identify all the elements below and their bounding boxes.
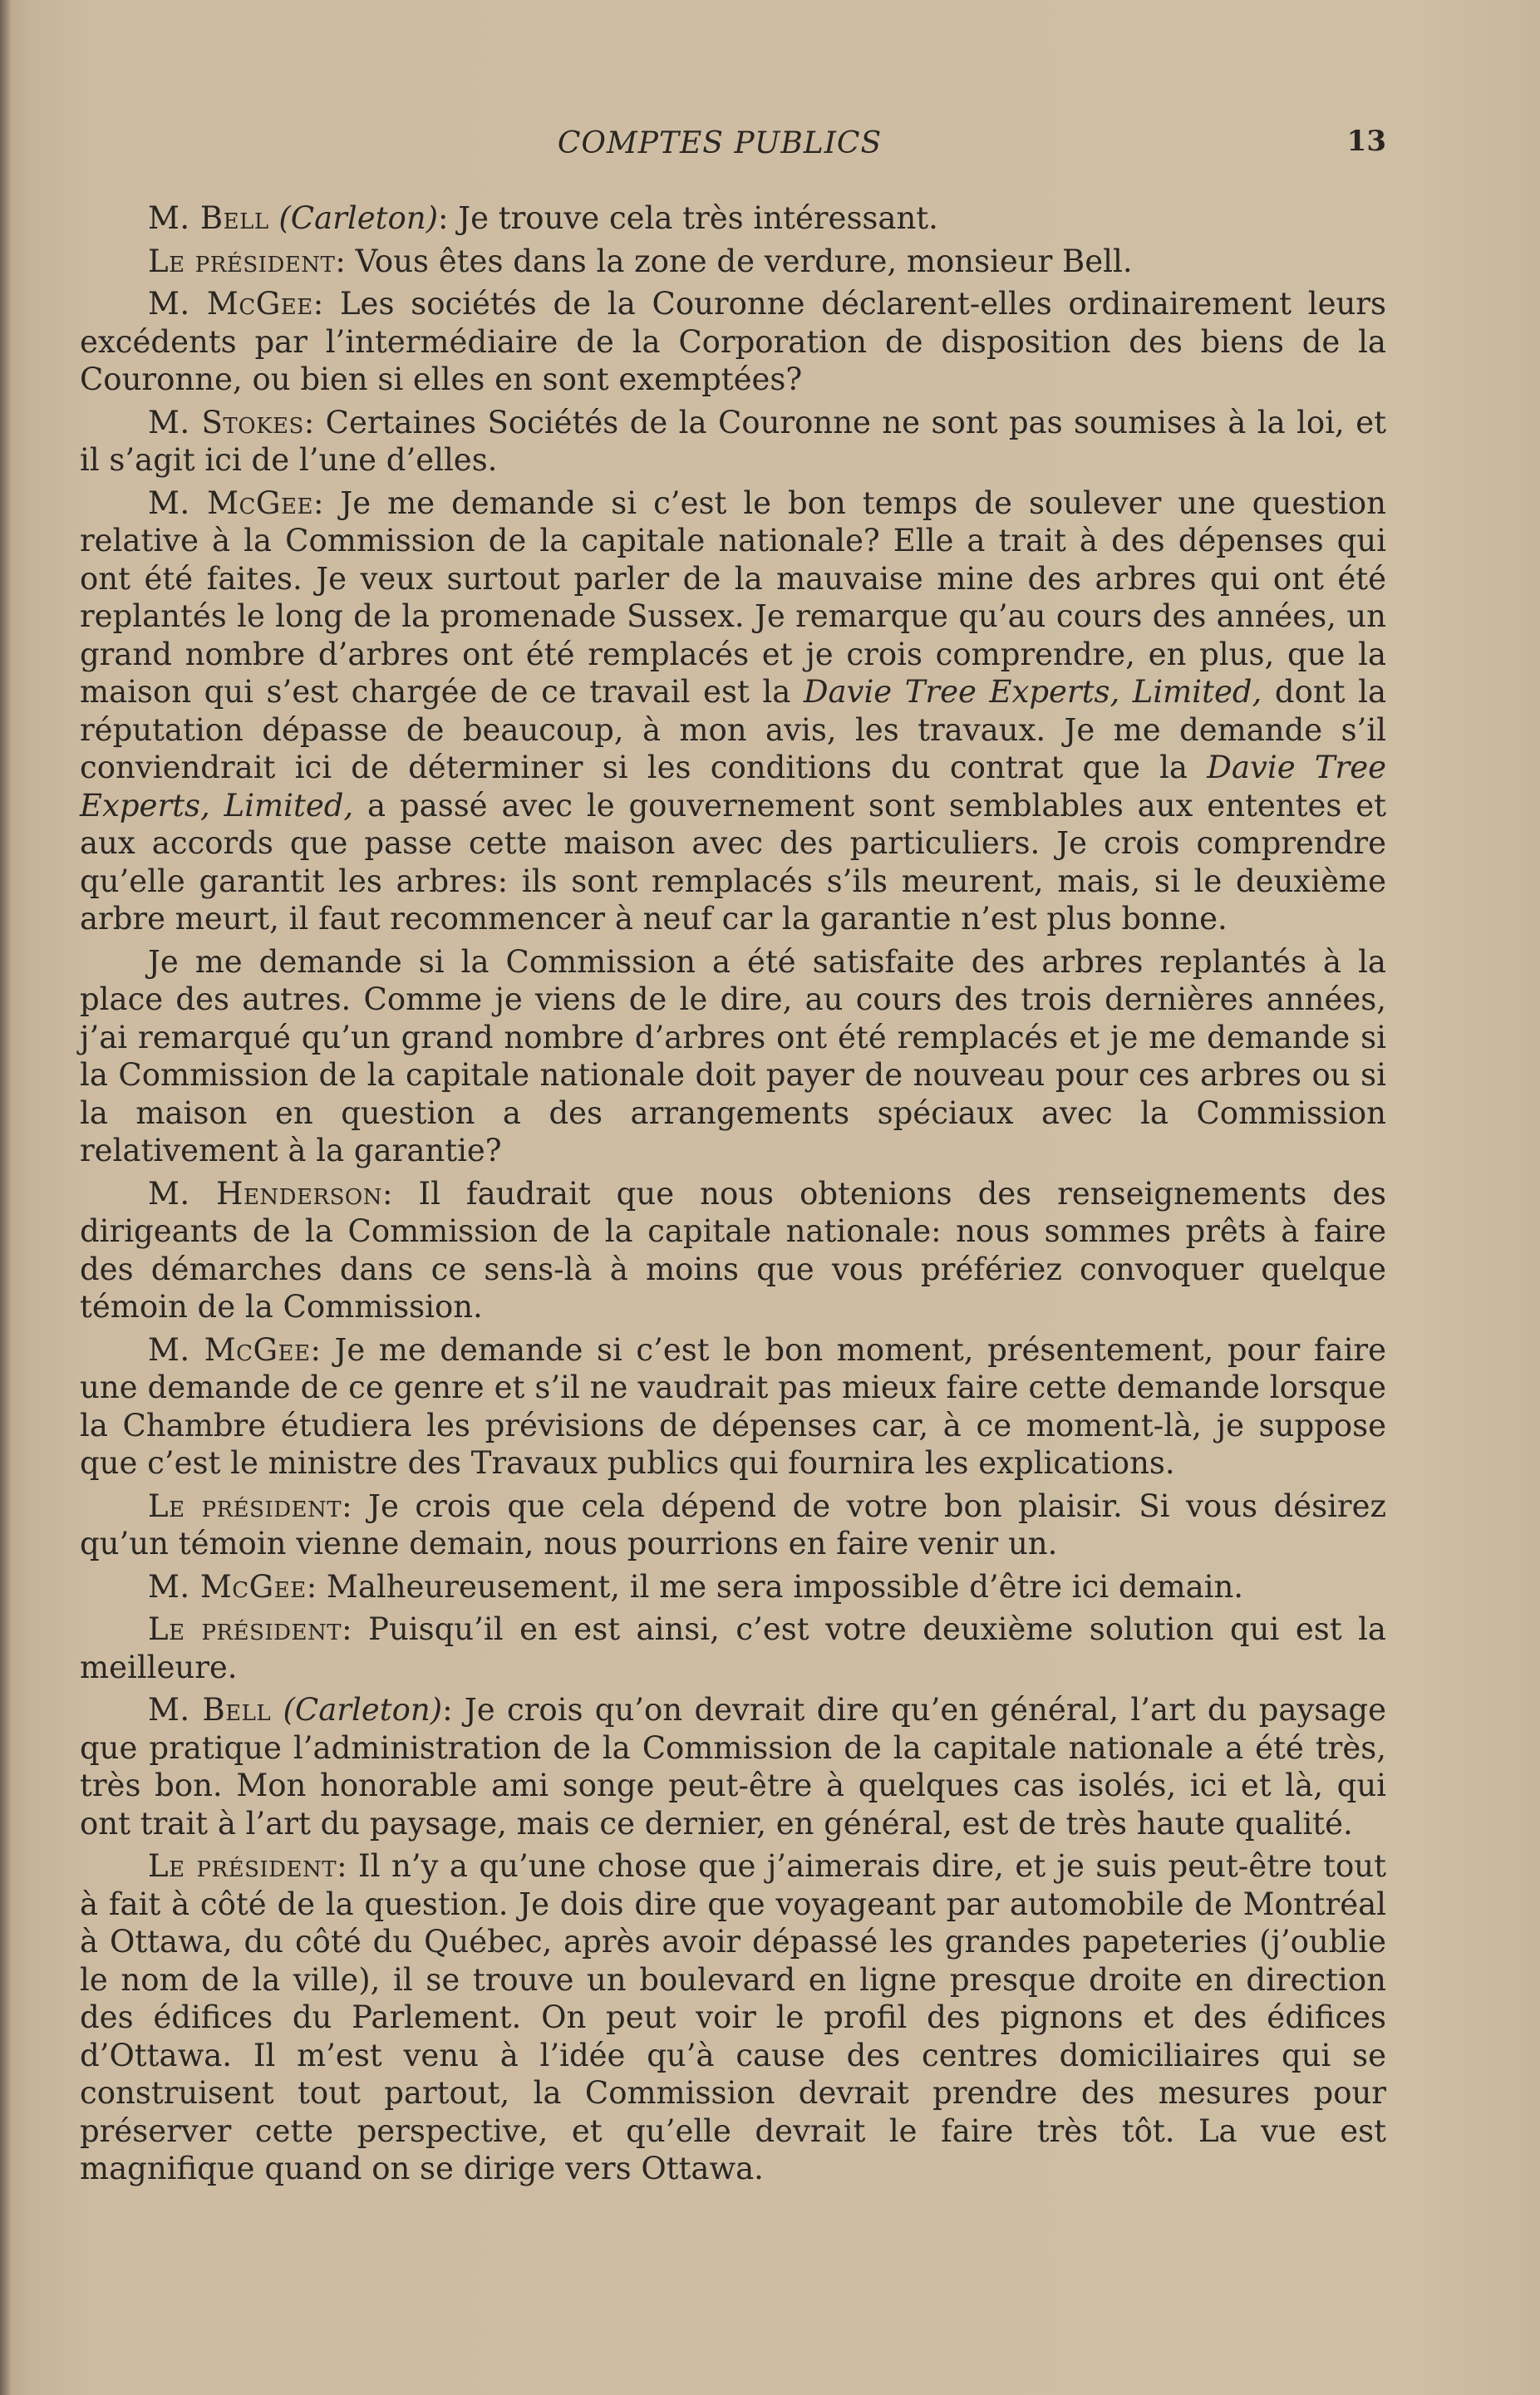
speaker-name: M. Henderson bbox=[148, 1175, 382, 1212]
paragraph-president-1 bbox=[80, 243, 1386, 281]
paragraph-bell-1 bbox=[80, 199, 1386, 238]
paragraph-mcgee-3 bbox=[80, 1331, 1386, 1483]
speaker-name: M. Bell bbox=[148, 200, 269, 236]
speaker-name: M. McGee bbox=[148, 484, 313, 521]
paragraph-text: : Puisqu’il en est ainsi, c’est votre deuxième solution qui est la meilleure. bbox=[80, 1611, 1386, 1685]
paragraph-bell-2 bbox=[80, 1691, 1386, 1842]
speaker-name: Le président bbox=[148, 1488, 342, 1524]
riding-name: (Carleton) bbox=[283, 1692, 443, 1728]
speaker-name: Le président bbox=[148, 243, 336, 279]
paragraph-text: : Je me demande si c’est le bon temps de soulever une question relative à la Commission de la capitale nationale? Elle a trait à des dépenses qui ont été faites. Je veux surtout parler de la mauvaise mine des arbres qui ont été replantés le long de la promenade Sussex. Je remarque qu’au cours des années, un grand nombre d’arbres ont été remplacés et je crois comprendre, en plus, que la maison qui s’est chargée de ce travail est la bbox=[80, 484, 1387, 710]
paragraph-text: : Les sociétés de la Couronne déclarent-elles ordinairement leurs excédents par l’intermédiaire de la Corporation de disposition des biens de la Couronne, ou bien si elles en sont exemptées? bbox=[80, 286, 1386, 397]
speaker-name: M. Bell bbox=[148, 1692, 272, 1728]
company-name: Davie Tree Experts, Limited, bbox=[803, 674, 1262, 710]
paragraph-text: : Il faudrait que nous obtenions des renseignements des dirigeants de la Commission de la capitale nationale: nous sommes prêts à faire des démarches dans ce sens-là à moins que vous préfériez convoquer quelque témoin de la Commission. bbox=[80, 1175, 1386, 1325]
speaker-name: M. Stokes bbox=[148, 404, 304, 440]
page-number: 13 bbox=[1346, 125, 1386, 158]
paragraph-text: a passé avec le gouvernement sont semblables aux ententes et aux accords que passe cette maison avec des particuliers. Je crois comprendre qu’elle garantit les arbres: ils sont remplacés s’ils meurent, mais, si le deuxième arbre meurt, il faut recommencer à neuf car la garantie n’est plus bonne. bbox=[80, 787, 1386, 937]
paragraph-text: : Je trouve cela très intéressant. bbox=[438, 200, 938, 236]
paragraph-henderson-1 bbox=[80, 1175, 1386, 1326]
company-name: Davie Tree Experts, Limited, bbox=[80, 750, 1386, 824]
paragraph-text: : Certaines Sociétés de la Couronne ne sont pas soumises à la loi, et il s’agit ici de l’une d’elles. bbox=[80, 404, 1386, 478]
speaker-name: Le président bbox=[148, 1611, 342, 1647]
paragraph-mcgee-4 bbox=[80, 1568, 1386, 1606]
paragraph-text: : Malheureusement, il me sera impossible d’être ici demain. bbox=[306, 1568, 1244, 1605]
speaker-name: M. McGee bbox=[148, 1568, 307, 1605]
paragraph-mcgee-continued bbox=[80, 943, 1386, 1170]
paragraph-mcgee-1 bbox=[80, 285, 1386, 399]
paragraph-text: : Il n’y a qu’une chose que j’aimerais dire, et je suis peut-être tout à fait à côté de la question. Je dois dire que voyageant par automobile de Montréal à Ottawa, du côté du Québec, après avoir dépassé les grandes papeteries (j’oublie le nom de la ville), il se trouve un boulevard en ligne presque droite en direction des édifices du Parlement. On peut voir le profil des pignons et des édifices d’Ottawa. Il m’est venu à l’idée qu’à cause des centres domiciliaires qui se construisent tout partout, la Commission devrait prendre des mesures pour préserver cette perspective, et qu’elle devrait le faire très tôt. La vue est magnifique quand on se dirige vers Ottawa. bbox=[80, 1848, 1386, 2186]
paragraph-text: Je me demande si la Commission a été satisfaite des arbres replantés à la place des autres. Comme je viens de le dire, au cours des trois dernières années, j’ai remarqué qu’un grand nombre d’arbres ont été remplacés et je me demande si la Commission de la capitale nationale doit payer de nouveau pour ces arbres ou si la maison en question a des arrangements spéciaux avec la Commission relativement à la garantie? bbox=[80, 943, 1386, 1168]
speaker-name: M. McGee bbox=[148, 1331, 311, 1368]
page-header bbox=[80, 123, 1386, 170]
paragraph-mcgee-2 bbox=[80, 484, 1386, 938]
paragraph-text: : Je crois que cela dépend de votre bon plaisir. Si vous désirez qu’un témoin vienne demain, nous pourrions en faire venir un. bbox=[80, 1488, 1386, 1561]
page-body bbox=[80, 199, 1386, 2193]
speaker-name: Le président bbox=[148, 1848, 337, 1884]
paragraph-text: dont la réputation dépasse de beaucoup, à mon avis, les travaux. Je me demande s’il conviendrait ici de déterminer si les conditions du contrat que la bbox=[80, 674, 1386, 785]
paragraph-president-2 bbox=[80, 1488, 1386, 1563]
paragraph-president-4 bbox=[80, 1847, 1386, 2188]
riding-name: (Carleton) bbox=[278, 200, 439, 236]
paragraph-text: : Je me demande si c’est le bon moment, présentement, pour faire une demande de ce genre et s’il ne vaudrait pas mieux faire cette demande lorsque la Chambre étudiera les prévisions de dépenses car, à ce moment-là, je suppose que c’est le ministre des Travaux publics qui fournira les explications. bbox=[80, 1331, 1387, 1481]
speaker-name: M. McGee bbox=[148, 286, 313, 322]
paragraph-text: : Vous êtes dans la zone de verdure, monsieur Bell. bbox=[335, 243, 1133, 279]
paragraph-president-3 bbox=[80, 1611, 1386, 1686]
paragraph-stokes-1 bbox=[80, 404, 1386, 479]
book-spine-shadow bbox=[0, 0, 12, 2395]
paragraph-text: : Je crois qu’on devrait dire qu’en général, l’art du paysage que pratique l’administration de la Commission de la capitale nationale a été très, très bon. Mon honorable ami songe peut-être à quelques cas isolés, ici et là, qui ont trait à l’art du paysage, mais ce dernier, en général, est de très haute qualité. bbox=[80, 1692, 1386, 1842]
running-title: COMPTES PUBLICS bbox=[557, 126, 883, 160]
